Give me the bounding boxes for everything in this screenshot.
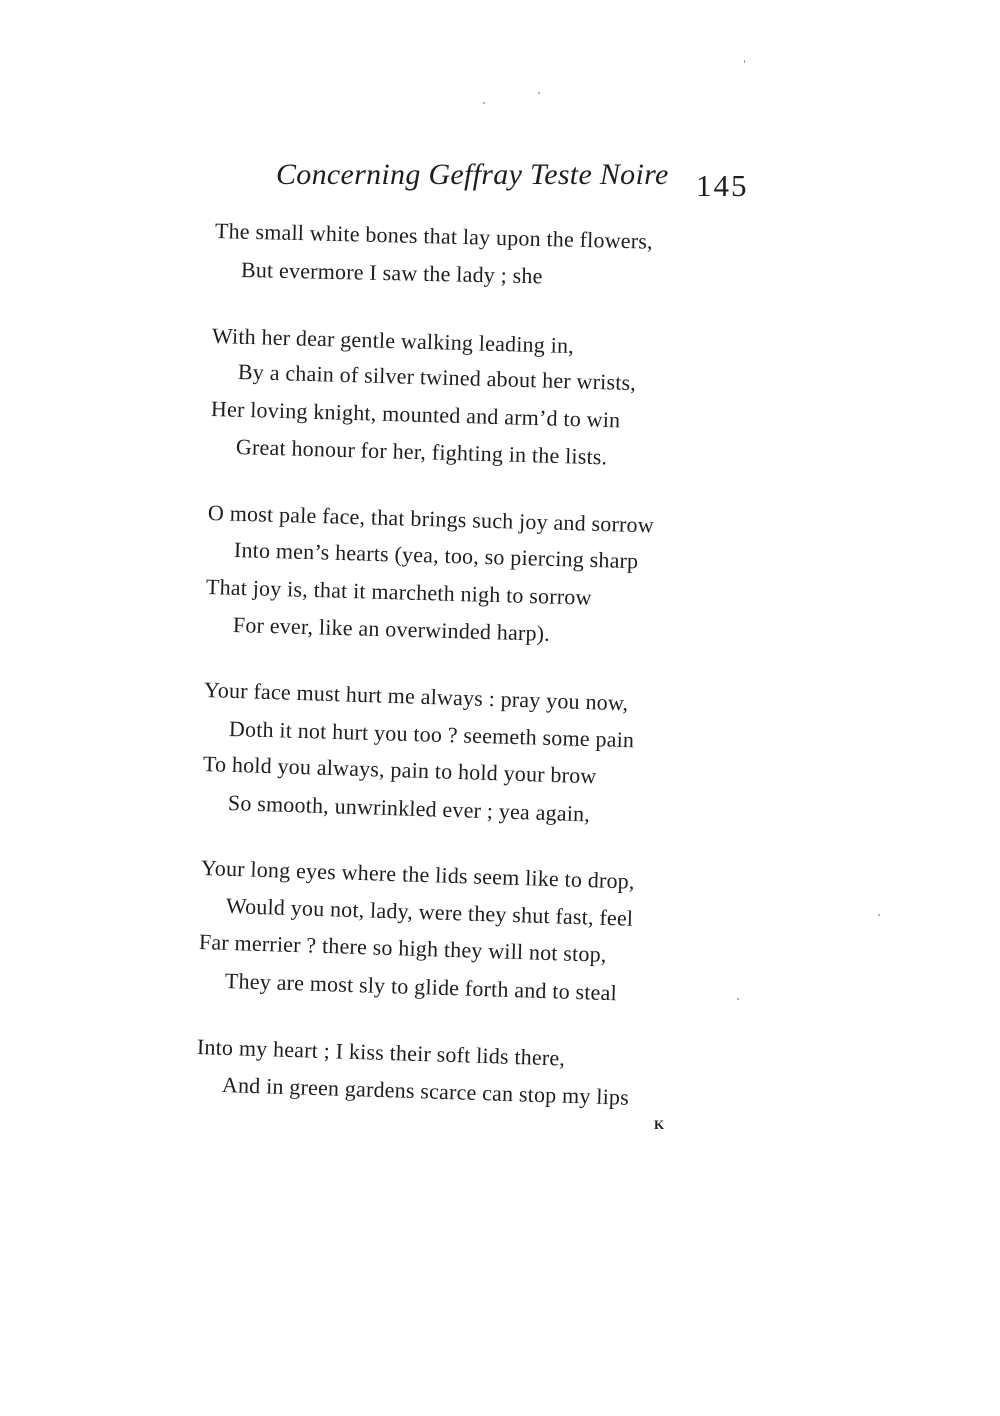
poem-line: The small white bones that lay upon the flowers, xyxy=(214,218,654,254)
page-number: 145 xyxy=(696,168,749,203)
poem-line: And in green gardens scarce can stop my lips xyxy=(221,1072,630,1110)
paper-speck xyxy=(538,92,540,94)
poem-line: But evermore I saw the lady ; she xyxy=(240,257,543,289)
poem-line: Her loving knight, mounted and arm’d to win xyxy=(210,396,621,433)
poem-line: Doth it not hurt you too ? seemeth some pain xyxy=(228,716,635,753)
poem-line: Would you not, lady, were they shut fast, feel xyxy=(225,893,634,931)
poem-line: For ever, like an overwinded harp). xyxy=(232,612,551,646)
poem-line: Into men’s hearts (yea, too, so piercing sharp xyxy=(233,537,639,574)
poem-line: So smooth, unwrinkled ever ; yea again, xyxy=(227,790,591,827)
poem-line: They are most sly to glide forth and to steal xyxy=(224,968,618,1006)
poem-line: Far merrier ? there so high they will not stop, xyxy=(198,929,607,967)
poem-line: With her dear gentle walking leading in, xyxy=(211,323,575,359)
paper-speck xyxy=(737,998,739,1000)
poem-line: Your face must hurt me always : pray you now, xyxy=(203,677,629,716)
poem-line: Your long eyes where the lids seem like to drop, xyxy=(200,855,636,894)
poem-line: By a chain of silver twined about her wrists, xyxy=(237,359,637,396)
paper-speck xyxy=(483,102,485,104)
running-title: Concerning Geffray Teste Noire xyxy=(276,158,669,191)
poem-line: O most pale face, that brings such joy and sorrow xyxy=(207,500,655,538)
poem-line: Great honour for her, fighting in the lists. xyxy=(235,434,608,470)
paper-speck xyxy=(878,914,880,916)
paper-speck xyxy=(744,60,745,63)
poem-line: That joy is, that it marcheth nigh to sorrow xyxy=(205,574,593,610)
signature-mark: K xyxy=(654,1117,666,1132)
poem-line: Into my heart ; I kiss their soft lids there, xyxy=(196,1034,566,1071)
poem-line: To hold you always, pain to hold your brow xyxy=(202,751,597,789)
